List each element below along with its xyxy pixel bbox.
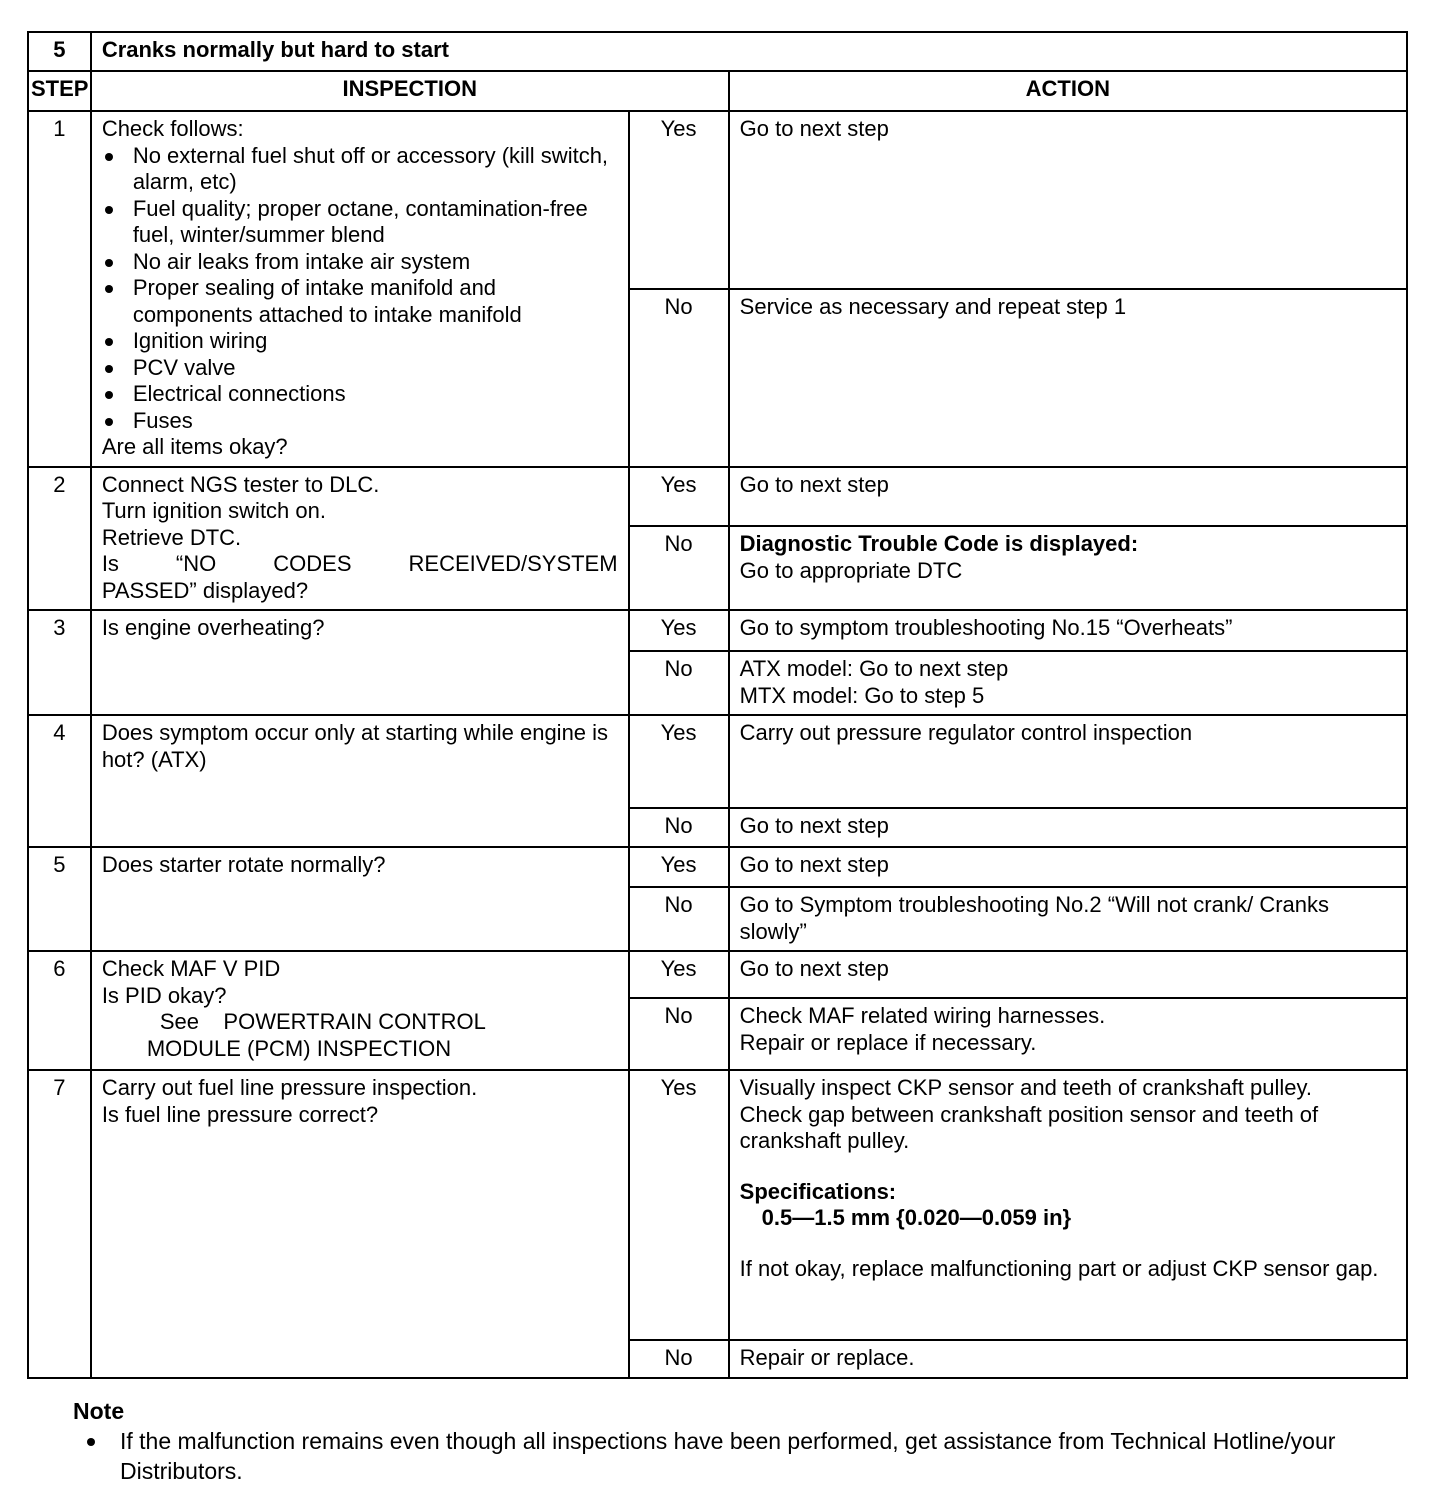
inspection-question: Is PID okay? <box>101 982 227 1008</box>
no-label: No <box>629 1340 729 1378</box>
yes-label: Yes <box>629 951 729 998</box>
yes-action: Check gap between crankshaft position sensor and teeth of crankshaft pulley. <box>739 1101 1319 1153</box>
symptom-title: Cranks normally but hard to start <box>91 32 1407 71</box>
no-label: No <box>629 526 729 610</box>
title-row <box>28 32 1407 71</box>
yes-action: If not okay, replace malfunctioning part or adjust CKP sensor gap. <box>739 1255 1379 1281</box>
spec-title: Specifications: <box>739 1178 897 1204</box>
table-row <box>28 847 1407 887</box>
note-title: Note <box>73 1398 125 1424</box>
list-item: PCV valve <box>102 355 618 382</box>
step-number: 7 <box>28 1070 91 1378</box>
list-item: Ignition wiring <box>102 328 618 355</box>
symptom-number: 5 <box>28 32 91 71</box>
inspection-question: Does starter rotate normally? <box>91 847 629 951</box>
yes-action: Go to next step <box>729 847 1407 887</box>
yes-action: Visually inspect CKP sensor and teeth of crankshaft pulley. <box>739 1075 1312 1100</box>
no-action: MTX model: Go to step 5 <box>739 682 985 708</box>
step-number: 4 <box>28 715 91 847</box>
list-item: Fuses <box>102 408 618 435</box>
yes-action-cell <box>729 1070 1407 1340</box>
check-list <box>102 143 618 435</box>
list-item: No external fuel shut off or accessory (kill switch, alarm, etc) <box>102 143 618 196</box>
yes-label: Yes <box>629 111 729 289</box>
note-section <box>73 1396 1393 1486</box>
no-label: No <box>629 289 729 467</box>
inspection-line: Turn ignition switch on. <box>101 498 326 523</box>
table-row <box>28 111 1407 289</box>
inspection-question: Are all items okay? <box>101 434 288 459</box>
see-reference-title: POWERTRAIN CONTROL <box>223 1009 486 1034</box>
inspection-cell <box>91 951 629 1070</box>
note-text: If the malfunction remains even though all inspections have been performed, get assistance from Technical Hotline/your Distributors. <box>73 1426 1393 1486</box>
yes-label: Yes <box>629 715 729 808</box>
step-number: 5 <box>28 847 91 951</box>
inspection-cell <box>91 467 629 611</box>
inspection-line: Retrieve DTC. <box>101 524 242 550</box>
col-action-header: ACTION <box>729 71 1407 111</box>
no-action-cell <box>729 998 1407 1070</box>
no-label: No <box>629 998 729 1070</box>
no-action: Go to appropriate DTC <box>739 557 963 583</box>
list-item: Fuel quality; proper octane, contamination-free fuel, winter/summer blend <box>102 196 618 249</box>
inspection-question: Does symptom occur only at starting while engine is hot? (ATX) <box>91 715 629 847</box>
step-number: 6 <box>28 951 91 1070</box>
no-action-cell <box>729 651 1407 715</box>
see-reference <box>102 1009 618 1036</box>
inspection-intro: Check follows: <box>101 116 244 141</box>
table-row <box>28 467 1407 527</box>
yes-action: Go to symptom troubleshooting No.15 “Overheats” <box>729 610 1407 651</box>
see-label: See <box>159 1009 199 1034</box>
list-item: Electrical connections <box>102 381 618 408</box>
inspection-cell <box>91 1070 629 1378</box>
no-action: Service as necessary and repeat step 1 <box>729 289 1407 467</box>
inspection-line: Carry out fuel line pressure inspection. <box>101 1075 478 1100</box>
table-row <box>28 1070 1407 1340</box>
no-action-cell <box>729 526 1407 610</box>
table-row <box>28 951 1407 998</box>
yes-action: Go to next step <box>729 111 1407 289</box>
yes-label: Yes <box>629 467 729 527</box>
inspection-line: Connect NGS tester to DLC. <box>101 471 380 497</box>
list-item: No air leaks from intake air system <box>102 249 618 276</box>
no-action: Go to next step <box>729 808 1407 847</box>
inspection-cell <box>91 111 629 467</box>
col-inspection-header: INSPECTION <box>91 71 729 111</box>
table-row <box>28 715 1407 808</box>
step-number: 1 <box>28 111 91 467</box>
yes-label: Yes <box>629 610 729 651</box>
no-label: No <box>629 651 729 715</box>
yes-label: Yes <box>629 1070 729 1340</box>
list-item: Proper sealing of intake manifold and components attached to intake manifold <box>102 275 618 328</box>
no-action: Go to Symptom troubleshooting No.2 “Will not crank/ Cranks slowly” <box>729 887 1407 951</box>
no-action: Repair or replace. <box>729 1340 1407 1378</box>
step-number: 2 <box>28 467 91 611</box>
inspection-question: Is fuel line pressure correct? <box>101 1101 379 1127</box>
no-action: ATX model: Go to next step <box>739 656 1009 681</box>
spec-value: 0.5—1.5 mm {0.020—0.059 in} <box>761 1205 1072 1230</box>
yes-action: Go to next step <box>729 467 1407 527</box>
no-action: Repair or replace if necessary. <box>739 1029 1037 1055</box>
yes-action: Carry out pressure regulator control inspection <box>729 715 1407 808</box>
inspection-question: Is engine overheating? <box>91 610 629 715</box>
column-header-row <box>28 71 1407 111</box>
no-action: Check MAF related wiring harnesses. <box>739 1003 1106 1028</box>
no-label: No <box>629 808 729 847</box>
inspection-line: Check MAF V PID <box>101 956 281 981</box>
table-row <box>28 610 1407 651</box>
see-reference-title-cont: MODULE (PCM) INSPECTION <box>146 1035 452 1061</box>
no-action-title: Diagnostic Trouble Code is displayed: <box>739 531 1139 557</box>
step-number: 3 <box>28 610 91 715</box>
yes-label: Yes <box>629 847 729 887</box>
inspection-question: Is “NO CODES RECEIVED/SYSTEM <box>101 551 618 576</box>
col-step-header: STEP <box>28 71 91 111</box>
diagnostic-table <box>27 31 1408 1379</box>
inspection-question-end: PASSED” displayed? <box>101 577 309 603</box>
yes-action: Go to next step <box>729 951 1407 998</box>
no-label: No <box>629 887 729 951</box>
